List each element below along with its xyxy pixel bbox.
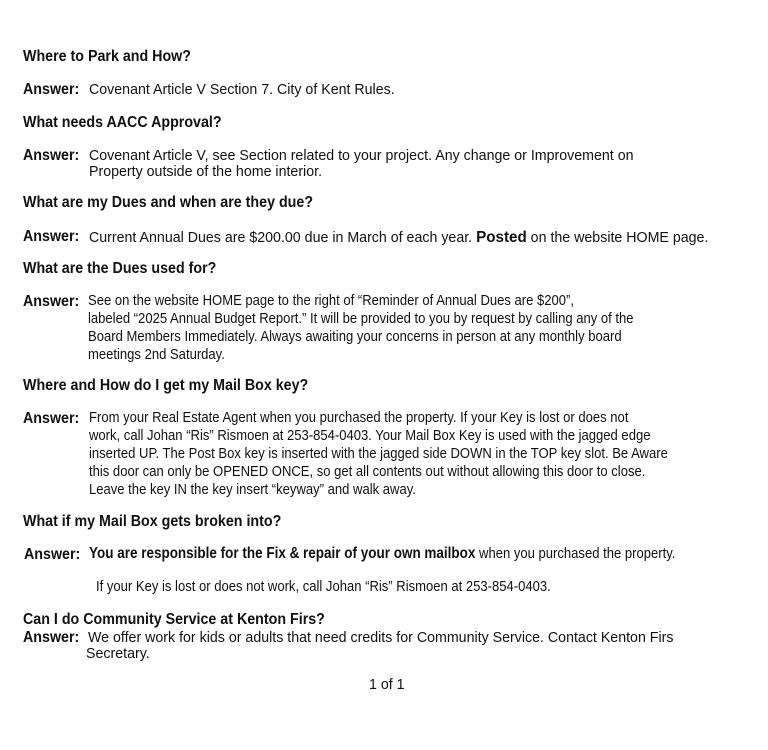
answer-text: Leave the key IN the key insert “keyway” and walk away. — [89, 481, 416, 498]
answer-label: Answer: — [23, 629, 80, 646]
answer-label: Answer: — [23, 228, 80, 245]
answer-label: Answer: — [23, 410, 80, 427]
answer-text: We offer work for kids or adults that need credits for Community Service. Contact Kenton Firs — [88, 630, 674, 646]
answer-text: work, call Johan “Ris” Rismoen at 253-854-0403. Your Mail Box Key is used with the jagged edge — [89, 427, 651, 444]
answer-text: meetings 2nd Saturday. — [88, 346, 225, 363]
answer-label: Answer: — [23, 147, 80, 164]
answer-text: You are responsible for the Fix & repair of your own mailbox when you purchased the property. — [89, 545, 676, 562]
question-mailbox-key: Where and How do I get my Mail Box key? — [23, 377, 309, 394]
question-dues-usage: What are the Dues used for? — [23, 260, 217, 277]
question-dues: What are my Dues and when are they due? — [23, 194, 314, 211]
answer-text: Covenant Article V Section 7. City of Kent Rules. — [89, 82, 395, 98]
answer-text: labeled “2025 Annual Budget Report.” It will be provided to you by request by calling any of the — [88, 310, 634, 327]
answer-text: this door can only be OPENED ONCE, so get all contents out without allowing this door to close. — [89, 463, 646, 480]
answer-text: inserted UP. The Post Box key is inserted with the jagged side DOWN in the TOP key slot. Be Aware — [89, 445, 668, 462]
answer-text: Board Members Immediately. Always awaiting your concerns in person at any monthly board — [88, 328, 622, 345]
answer-label: Answer: — [24, 546, 81, 563]
question-community-service: Can I do Community Service at Kenton Firs? — [23, 611, 325, 628]
answer-label: Answer: — [23, 81, 80, 98]
responsibility-emphasis: You are responsible for the Fix & repair of your own mailbox — [89, 545, 476, 562]
answer-text: See on the website HOME page to the right of “Reminder of Annual Dues are $200”, — [88, 292, 575, 309]
answer-text: Covenant Article V, see Section related to your project. Any change or Improvement on — [89, 148, 634, 164]
posted-emphasis: Posted — [476, 229, 527, 246]
answer-text: Current Annual Dues are $200.00 due in March of each year. Posted on the website HOME page. — [89, 229, 709, 246]
answer-text-extra: If your Key is lost or does not work, call Johan “Ris” Rismoen at 253-854-0403. — [96, 578, 551, 595]
question-parking: Where to Park and How? — [23, 48, 191, 65]
answer-text: From your Real Estate Agent when you purchased the property. If your Key is lost or does not — [89, 409, 629, 426]
answer-text: Property outside of the home interior. — [89, 164, 323, 180]
answer-text: Secretary. — [86, 646, 150, 662]
question-mailbox-broken: What if my Mail Box gets broken into? — [23, 513, 282, 530]
question-aacc-approval: What needs AACC Approval? — [23, 114, 222, 131]
page-number: 1 of 1 — [369, 677, 405, 693]
answer-label: Answer: — [23, 293, 80, 310]
